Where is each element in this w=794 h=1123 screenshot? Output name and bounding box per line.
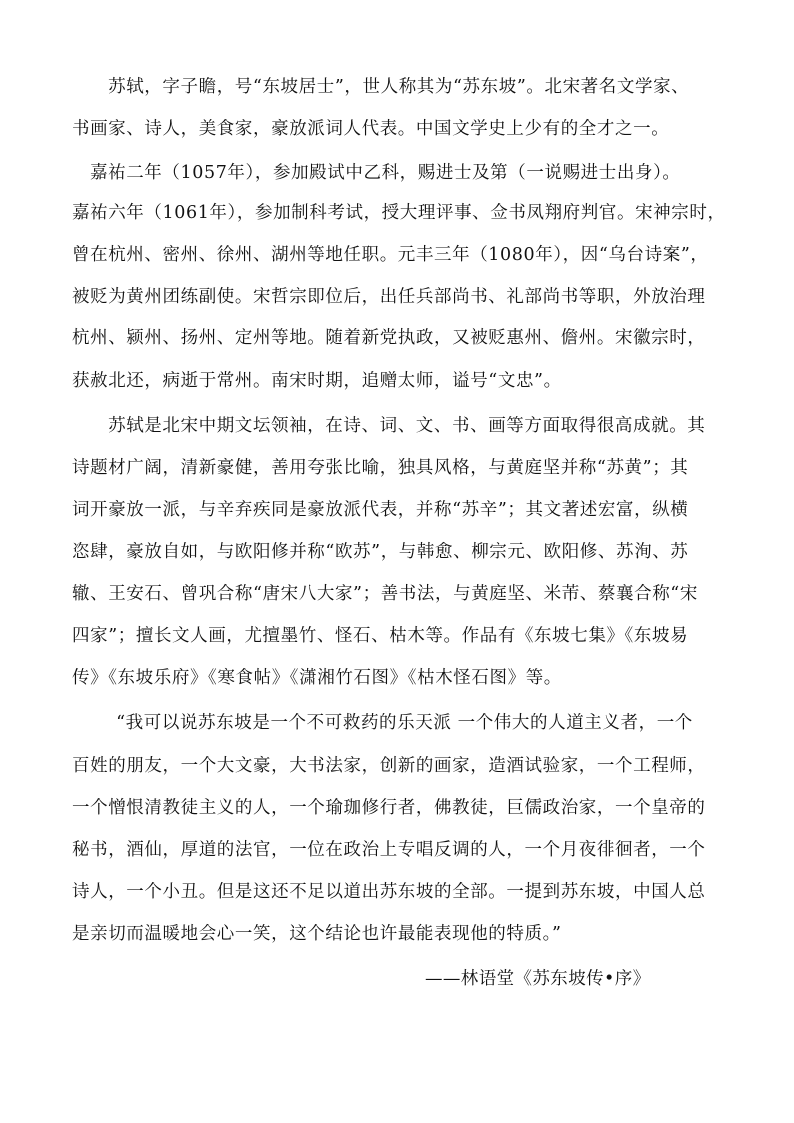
paragraph-3-line-2: 诗题材广阔，清新豪健，善用夸张比喻，独具风格，与黄庭坚并称“苏黄”；其: [72, 458, 689, 478]
quote-line-5: 诗人，一个小丑。但是这还不足以道出苏东坡的全部。一提到苏东坡，中国人总: [72, 882, 706, 902]
paragraph-2-line-5: 杭州、颍州、扬州、定州等地。随着新党执政，又被贬惠州、儋州。宋徽宗时，: [72, 328, 706, 348]
paragraph-3-line-1: 苏轼是北宋中期文坛领袖，在诗、词、文、书、画等方面取得很高成就。其: [90, 416, 706, 436]
paragraph-3-line-4: 恣肆，豪放自如，与欧阳修并称“欧苏”，与韩愈、柳宗元、欧阳修、苏洵、苏: [72, 542, 689, 562]
quote-line-4: 秘书，酒仙，厚道的法官，一位在政治上专唱反调的人，一个月夜徘徊者，一个: [72, 840, 706, 860]
paragraph-2-line-3: 曾在杭州、密州、徐州、湖州等地任职。元丰三年（1080年），因“乌台诗案”，: [72, 245, 709, 265]
quote-attribution: ——林语堂《苏东坡传•序》: [425, 969, 651, 989]
paragraph-1-line-1: 苏轼，字子瞻，号“东坡居士”，世人称其为“苏东坡”。北宋著名文学家、: [90, 77, 690, 97]
quote-line-3: 一个憎恨清教徒主义的人，一个瑜珈修行者，佛教徒，巨儒政治家，一个皇帝的: [72, 798, 706, 818]
quote-line-1: “我可以说苏东坡是一个不可救药的乐天派 一个伟大的人道主义者，一个: [98, 713, 693, 733]
paragraph-1-line-2: 书画家、诗人，美食家，豪放派词人代表。中国文学史上少有的全才之一。: [72, 119, 670, 139]
paragraph-3-line-3: 词开豪放一派，与辛弃疾同是豪放派代表，并称“苏辛”；其文著述宏富，纵横: [72, 500, 689, 520]
paragraph-3-line-5: 辙、王安石、曾巩合称“唐宋八大家”；善书法，与黄庭坚、米芾、蔡襄合称“宋: [72, 584, 698, 604]
quote-line-6: 是亲切而温暖地会心一笑，这个结论也许最能表现他的特质。”: [72, 924, 562, 944]
paragraph-2-line-4: 被贬为黄州团练副使。宋哲宗即位后，出任兵部尚书、礼部尚书等职，外放治理: [72, 287, 706, 307]
paragraph-2-line-2: 嘉祐六年（1061年），参加制科考试，授大理评事、佥书凤翔府判官。宋神宗时，: [72, 203, 726, 223]
quote-line-2: 百姓的朋友，一个大文豪，大书法家，创新的画家，造酒试验家，一个工程师，: [72, 756, 706, 776]
paragraph-3-line-6: 四家”；擅长文人画，尤擅墨竹、怪石、枯木等。作品有《东坡七集》《东坡易: [72, 626, 689, 646]
paragraph-3-line-7: 传》《东坡乐府》《寒食帖》《潇湘竹石图》《枯木怪石图》等。: [72, 668, 562, 688]
paragraph-2-line-1: 嘉祐二年（1057年），参加殿试中乙科，赐进士及第（一说赐进士出身）。: [90, 163, 681, 183]
paragraph-2-line-6: 获赦北还，病逝于常州。南宋时期，追赠太师，谥号“文忠”。: [72, 371, 562, 391]
